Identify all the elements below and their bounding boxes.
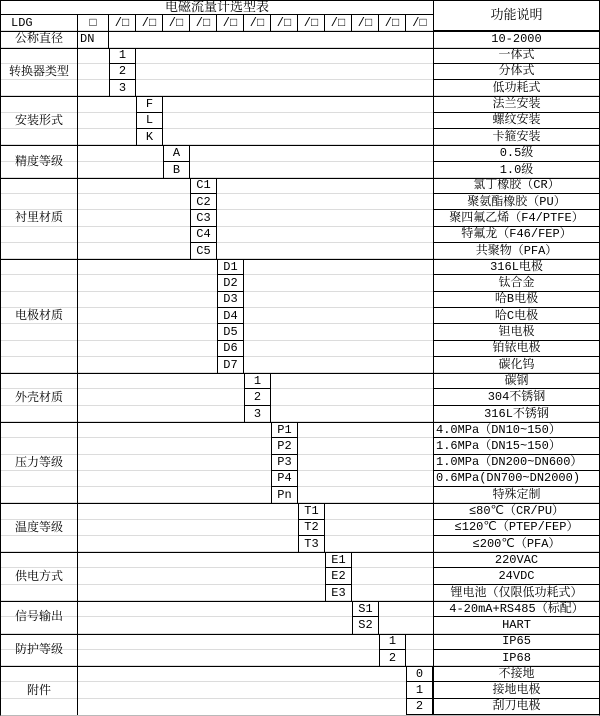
model-code-box: /□	[379, 15, 406, 31]
option-desc-cell: 卡箍安装	[433, 129, 599, 145]
option-desc-cell: 哈C电极	[433, 308, 599, 324]
option-desc-cell: 316L电极	[433, 259, 599, 275]
option-code-cell: 0	[406, 666, 433, 682]
option-desc-cell: IP68	[433, 650, 599, 666]
model-code-box: /□	[217, 15, 244, 31]
option-desc-cell: 304不锈钢	[433, 389, 599, 405]
table-title: 电磁流量计选型表	[1, 1, 433, 15]
option-desc-cell: 法兰安装	[433, 96, 599, 112]
option-code-cell: 3	[109, 80, 136, 96]
option-code-cell: C5	[190, 243, 217, 259]
option-desc-cell: 特殊定制	[433, 487, 599, 503]
option-code-cell: 2	[379, 650, 406, 666]
option-desc-cell: 钛合金	[433, 275, 599, 291]
option-code-cell: T1	[298, 503, 325, 519]
option-code-cell: D6	[217, 341, 244, 357]
option-desc-cell: 钽电极	[433, 324, 599, 340]
model-code-box: /□	[109, 15, 136, 31]
option-desc-cell: 聚氨酯橡胶（PU）	[433, 194, 599, 210]
model-code-box: /□	[412, 16, 427, 31]
option-desc-cell: 哈B电极	[433, 292, 599, 308]
model-code-box: /□	[298, 15, 325, 31]
option-code-cell: D1	[217, 259, 244, 275]
option-desc-cell: 316L不锈钢	[433, 406, 599, 422]
option-code-cell: S2	[352, 617, 379, 633]
option-desc-cell: 1.6MPa（DN15~150）	[433, 438, 599, 454]
option-code-cell: D5	[217, 324, 244, 340]
option-code-cell: S1	[352, 601, 379, 617]
option-code-cell: 2	[109, 64, 136, 80]
option-desc-cell: 低功耗式	[433, 80, 599, 96]
option-code-cell: D2	[217, 275, 244, 291]
option-desc-cell: 1.0级	[433, 162, 599, 178]
model-code-box: □	[78, 15, 109, 31]
option-desc-cell: 接地电极	[433, 682, 599, 698]
option-desc-cell: 聚四氟乙烯（F4/PTFE）	[433, 210, 599, 226]
option-code-cell: E1	[325, 552, 352, 568]
option-desc-cell: 螺纹安装	[433, 113, 599, 129]
option-desc-cell: 分体式	[433, 64, 599, 80]
option-desc-cell: 10-2000	[433, 31, 599, 47]
section-label-signal-output: 信号输出	[1, 601, 78, 634]
section-label-protection-rating: 防护等级	[1, 634, 78, 667]
section-label-nominal-diameter: 公称直径	[1, 31, 78, 47]
option-code-cell: A	[163, 145, 190, 161]
option-code-cell: K	[136, 129, 163, 145]
option-code-cell: C2	[190, 194, 217, 210]
option-code-cell: 3	[244, 406, 271, 422]
model-code-box: /□	[244, 15, 271, 31]
option-code-cell: C4	[190, 227, 217, 243]
function-column-header: 功能说明	[433, 1, 599, 31]
option-desc-cell: 不接地	[433, 666, 599, 682]
option-desc-cell: 4.0MPa（DN10~150）	[433, 422, 599, 438]
option-code-cell: 2	[244, 389, 271, 405]
section-label-installation-type: 安装形式	[1, 96, 78, 145]
option-desc-cell: IP65	[433, 634, 599, 650]
option-code-cell: 2	[406, 699, 433, 715]
option-desc-cell: ≤120℃（PTEP/FEP）	[433, 520, 599, 536]
option-desc-cell: 特氟龙（F46/FEP）	[433, 227, 599, 243]
section-label-liner-material: 衬里材质	[1, 178, 78, 259]
option-code-cell: B	[163, 162, 190, 178]
option-code-cell: C1	[190, 178, 217, 194]
option-code-cell: D7	[217, 357, 244, 373]
option-code-cell: 1	[244, 373, 271, 389]
option-code-cell: Pn	[271, 487, 298, 503]
option-code-cell: P3	[271, 455, 298, 471]
option-desc-cell: 锂电池（仅限低功耗式）	[433, 585, 599, 601]
option-code-cell: L	[136, 113, 163, 129]
option-code-cell: 1	[406, 682, 433, 698]
option-code-cell: E3	[325, 585, 352, 601]
option-desc-cell: 共聚物（PFA）	[433, 243, 599, 259]
option-desc-cell: 4-20mA+RS485（标配）	[433, 601, 599, 617]
option-desc-cell: 0.5级	[433, 145, 599, 161]
model-prefix: LDG	[1, 15, 78, 31]
section-label-converter-type: 转换器类型	[1, 48, 78, 97]
option-desc-cell: 刮刀电极	[433, 699, 599, 715]
option-desc-cell: HART	[433, 617, 599, 633]
model-code-box: /□	[271, 15, 298, 31]
model-code-box: /□	[352, 15, 379, 31]
option-code-cell: 1	[379, 634, 406, 650]
option-code-cell: E2	[325, 568, 352, 584]
option-code-cell: C3	[190, 210, 217, 226]
section-label-power-supply: 供电方式	[1, 552, 78, 601]
option-code-cell: DN	[78, 31, 109, 47]
option-desc-cell: 铂铱电极	[433, 341, 599, 357]
option-desc-cell: 0.6MPa(DN700~DN2000)	[433, 471, 599, 487]
section-label-housing-material: 外壳材质	[1, 373, 78, 422]
option-desc-cell: 220VAC	[433, 552, 599, 568]
option-desc-cell: 碳化钨	[433, 357, 599, 373]
model-code-box: /□	[325, 15, 352, 31]
option-code-cell: P1	[271, 422, 298, 438]
option-code-cell: 1	[109, 48, 136, 64]
option-code-cell: F	[136, 96, 163, 112]
section-label-temperature-rating: 温度等级	[1, 503, 78, 552]
section-label-accessories: 附件	[1, 666, 78, 715]
option-desc-cell: ≤80℃（CR/PU）	[433, 503, 599, 519]
option-desc-cell: 1.0MPa（DN200~DN600）	[433, 455, 599, 471]
model-code-box: /□	[136, 15, 163, 31]
option-code-cell: P4	[271, 471, 298, 487]
option-desc-cell: ≤200℃（PFA）	[433, 536, 599, 552]
option-desc-cell: 氯丁橡胶（CR）	[433, 178, 599, 194]
option-code-cell: P2	[271, 438, 298, 454]
section-label-accuracy-grade: 精度等级	[1, 145, 78, 178]
option-code-cell: D3	[217, 292, 244, 308]
option-code-cell: T3	[298, 536, 325, 552]
model-code-box: /□	[190, 15, 217, 31]
option-desc-cell: 碳钢	[433, 373, 599, 389]
section-label-pressure-rating: 压力等级	[1, 422, 78, 503]
section-label-electrode-material: 电极材质	[1, 259, 78, 373]
option-code-cell: D4	[217, 308, 244, 324]
option-desc-cell: 一体式	[433, 48, 599, 64]
model-code-box: /□	[163, 15, 190, 31]
option-desc-cell: 24VDC	[433, 568, 599, 584]
option-code-cell: T2	[298, 520, 325, 536]
